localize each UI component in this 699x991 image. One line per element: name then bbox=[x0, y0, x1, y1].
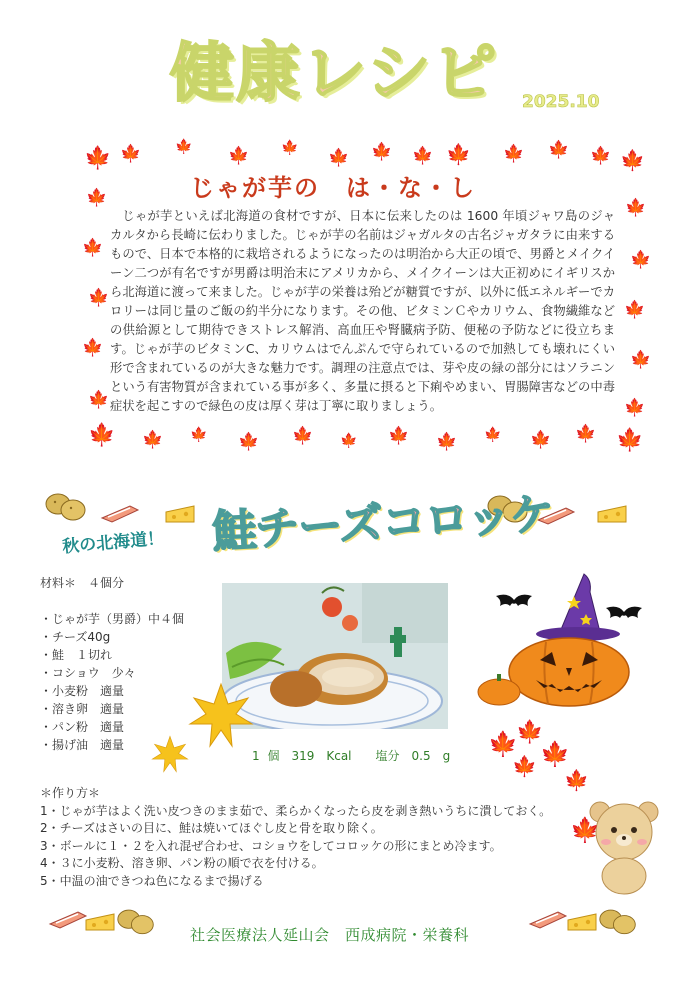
maple-leaf-icon: 🍁 bbox=[590, 146, 612, 166]
maple-leaf-icon: 🍁 bbox=[292, 426, 314, 446]
maple-leaf-icon: 🍁 bbox=[575, 424, 597, 444]
maple-leaf-icon: 🍁 bbox=[371, 142, 393, 162]
maple-leaf-icon: 🍁 bbox=[503, 144, 525, 164]
maple-leaf-icon bbox=[150, 734, 190, 774]
maple-leaf-icon: 🍁 bbox=[625, 198, 647, 218]
maple-leaf-icon: 🍁 bbox=[616, 428, 644, 453]
maple-leaf-icon: 🍁 bbox=[84, 146, 112, 171]
maple-leaf-icon: 🍁 bbox=[630, 250, 652, 270]
step-item: 1・じゃが芋はよく洗い皮つきのまま茹で、柔らかくなったら皮を剥き熱いうちに潰しておく。 bbox=[40, 803, 552, 818]
servings-label: 材料＊ ４個分 bbox=[40, 576, 125, 590]
issue-date: 2025.10 bbox=[522, 92, 600, 112]
ingredient-item: ・揚げ油 適量 bbox=[40, 738, 125, 752]
maple-leaf-icon bbox=[186, 680, 256, 750]
maple-leaf-icon: 🍁 bbox=[281, 140, 299, 156]
step-item: 3・ボールに１・２を入れ混ぜ合わせ、コショウをしてコロッケの形にまとめ冷ます。 bbox=[40, 838, 502, 853]
maple-leaf-icon: 🍁 bbox=[228, 146, 250, 166]
salmon-icon bbox=[48, 908, 88, 932]
maple-leaf-icon: 🍁 bbox=[624, 398, 646, 418]
maple-leaf-icon: 🍁 bbox=[564, 768, 589, 792]
maple-leaf-icon: 🍁 bbox=[530, 430, 552, 450]
maple-leaf-icon: 🍁 bbox=[88, 390, 110, 410]
potato-icon bbox=[44, 490, 88, 522]
nutrition-info: 1 個 319 Kcal 塩分 0.5 g bbox=[252, 749, 451, 763]
maple-leaf-icon: 🍁 bbox=[630, 350, 652, 370]
maple-leaf-icon: 🍁 bbox=[436, 432, 458, 452]
bear-icon bbox=[582, 796, 666, 896]
cheese-icon bbox=[596, 502, 628, 526]
ingredient-item: ・コショウ 少々 bbox=[40, 666, 136, 680]
maple-leaf-icon: 🍁 bbox=[620, 148, 645, 172]
maple-leaf-icon: 🍁 bbox=[388, 426, 410, 446]
maple-leaf-icon: 🍁 bbox=[516, 720, 544, 745]
potato-icon bbox=[116, 906, 156, 936]
maple-leaf-icon: 🍁 bbox=[624, 300, 646, 320]
ingredient-list bbox=[40, 610, 184, 754]
maple-leaf-icon: 🍁 bbox=[86, 188, 108, 208]
maple-leaf-icon: 🍁 bbox=[340, 433, 358, 449]
ingredient-item: ・小麦粉 適量 bbox=[40, 684, 125, 698]
maple-leaf-icon: 🍁 bbox=[82, 238, 104, 258]
maple-leaf-icon: 🍁 bbox=[412, 146, 434, 166]
maple-leaf-icon: 🍁 bbox=[82, 338, 104, 358]
maple-leaf-icon: 🍁 bbox=[175, 139, 193, 155]
step-item: 2・チーズはさいの目に、鮭は焼いてほぐし皮と骨を取り除く。 bbox=[40, 821, 383, 836]
salmon-icon bbox=[100, 502, 140, 526]
cheese-icon bbox=[84, 910, 116, 934]
step-item: 4・３に小麦粉、溶き卵、パン粉の順で衣を付ける。 bbox=[40, 856, 324, 871]
ingredient-item: ・パン粉 適量 bbox=[40, 720, 125, 734]
maple-leaf-icon: 🍁 bbox=[540, 740, 570, 768]
maple-leaf-icon: 🍁 bbox=[238, 432, 260, 452]
method-section bbox=[40, 785, 551, 891]
ingredient-item: ・溶き卵 適量 bbox=[40, 702, 125, 716]
maple-leaf-icon: 🍁 bbox=[142, 430, 164, 450]
maple-leaf-icon: 🍁 bbox=[190, 427, 208, 443]
maple-leaf-icon: 🍁 bbox=[512, 754, 537, 778]
cheese-icon bbox=[566, 910, 598, 934]
maple-leaf-icon: 🍁 bbox=[548, 140, 570, 160]
jack-o-lantern-icon bbox=[506, 628, 632, 708]
maple-leaf-icon: 🍁 bbox=[88, 288, 110, 308]
potato-icon bbox=[598, 906, 638, 936]
pumpkin-icon bbox=[476, 672, 522, 706]
salmon-icon bbox=[528, 908, 568, 932]
step-list bbox=[40, 803, 551, 891]
page-title: 健康レシピ bbox=[170, 37, 499, 111]
maple-leaf-icon: 🍁 bbox=[328, 148, 350, 168]
maple-leaf-icon: 🍁 bbox=[488, 730, 518, 758]
ingredients-section bbox=[40, 574, 184, 754]
method-heading: ＊作り方＊ bbox=[40, 786, 101, 800]
maple-leaf-icon: 🍁 bbox=[88, 423, 116, 448]
maple-leaf-icon: 🍁 bbox=[570, 816, 600, 844]
maple-leaf-icon: 🍁 bbox=[446, 142, 471, 166]
banner-subtitle: 秋の北海道！ bbox=[61, 528, 165, 558]
maple-leaf-icon: 🍁 bbox=[484, 427, 502, 443]
recipe-title: 鮭チーズコロッケ bbox=[211, 489, 555, 558]
footer-organization: 社会医療法人延山会 西成病院・栄養科 bbox=[190, 926, 470, 944]
step-item: 5・中温の油できつね色になるまで揚げる bbox=[40, 873, 264, 888]
cheese-icon bbox=[164, 502, 196, 526]
story-heading: じゃが芋の は・な・し bbox=[190, 174, 476, 202]
ingredient-item: ・チーズ40g bbox=[40, 630, 111, 644]
ingredient-item: ・じゃが芋（男爵）中４個 bbox=[40, 612, 185, 626]
ingredient-item: ・鮭 １切れ bbox=[40, 648, 113, 662]
maple-leaf-icon: 🍁 bbox=[120, 144, 142, 164]
bat-icon bbox=[494, 592, 534, 612]
story-body: じゃが芋といえば北海道の食材ですが、日本に伝来したのは 1600 年頃ジャワ島のジャカルタから長崎に伝わりました。じゃが芋の名前はジャガルタの古名ジャガタラに由来するもので、日本で本格的に栽培されるようになったのは明治から大正の頃で、男爵とメイクイーン二つが有名ですが男爵は明治末にアメリカから、メイクイーンは大正初めにイギリスから北海道に渡って来ました。じゃが芋の栄養は殆どが糖質ですが、以外に低エネルギーでカロリーは同じ量のご飯の約半分になります。その他、ビタミンＣやカリウム、食物繊維などの供給源として期待できストレス解消、高血圧や腎臓病予防、便秘の予防などに役立ちます。じゃが芋のビタミンC、カリウムはでんぷんで守られているので加熱しても壊れにくい形で含まれているのが大きな魅力です。調理の注意点では、芽や皮の緑の部分にはソラニンという有害物質が含まれている事が多く、多量に摂ると下痢やめまい、胃腸障害などの中毒症状を起こすので緑色の皮は厚く芽は丁寧に取りましょう。 bbox=[110, 209, 615, 413]
